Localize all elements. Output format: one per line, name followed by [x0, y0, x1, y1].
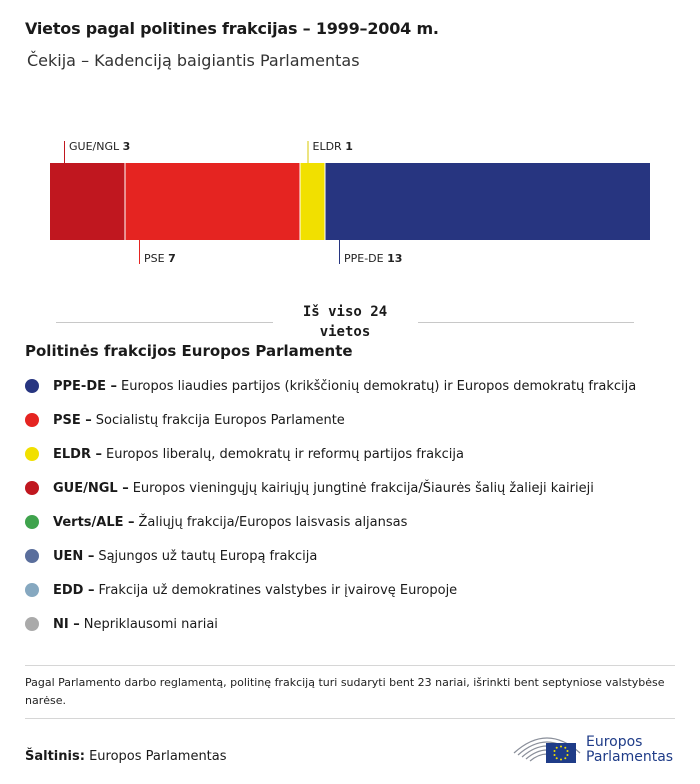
logo-line-1: Europos: [586, 734, 643, 750]
legend-dot-icon: [25, 549, 39, 563]
total-seats-unit: vietos: [319, 324, 371, 340]
logo-line-2: Parlamentas: [586, 749, 674, 765]
legend-abbr: PSE –: [53, 412, 92, 428]
bar-segment-pse: [125, 163, 300, 240]
chart-title: Vietos pagal politines frakcijas – 1999–2004 m.: [25, 19, 439, 38]
legend-item: [25, 573, 675, 607]
legend-abbr: NI –: [53, 616, 80, 632]
legend-desc: Europos vieningųjų kairiųjų jungtinė frakcija/Šiaurės šalių žalieji kairieji: [132, 480, 594, 496]
legend-dot-icon: [25, 413, 39, 427]
bar-segment-ppe-de: [325, 163, 650, 240]
legend-desc: Socialistų frakcija Europos Parlamente: [95, 412, 345, 428]
legend-desc: Europos liaudies partijos (krikščionių demokratų) ir Europos demokratų frakcija: [121, 378, 637, 394]
legend-dot-icon: [25, 447, 39, 461]
seat-bar-chart: [0, 130, 700, 280]
legend-desc: Sąjungos už tautų Europą frakcija: [98, 548, 318, 564]
legend-abbr: EDD –: [53, 582, 95, 598]
legend-abbr: UEN –: [53, 548, 95, 564]
legend-dot-icon: [25, 515, 39, 529]
legend-item: [25, 437, 675, 471]
legend-item: [25, 607, 675, 641]
source-label: Šaltinis:: [25, 749, 85, 764]
legend-abbr: GUE/NGL –: [53, 480, 129, 496]
parliament-emblem-icon: [512, 727, 582, 771]
legend-item: [25, 471, 675, 505]
chart-subtitle: Čekija – Kadenciją baigiantis Parlamentas: [27, 51, 360, 70]
legend-desc: Frakcija už demokratines valstybes ir įvairovę Europoje: [98, 582, 458, 598]
bar-segment-gue-ngl: [50, 163, 125, 240]
source: [25, 749, 227, 764]
legend-item: [25, 403, 675, 437]
legend-abbr: ELDR –: [53, 446, 102, 462]
legend-item: [25, 369, 675, 403]
data-label-gue-ngl: GUE/NGL 3: [69, 140, 131, 153]
total-seats: [56, 302, 634, 342]
legend-dot-icon: [25, 379, 39, 393]
source-value: Europos Parlamentas: [89, 749, 227, 764]
european-parliament-logo: [512, 727, 682, 771]
legend-dot-icon: [25, 583, 39, 597]
legend-desc: Žaliųjų frakcija/Europos laisvasis aljansas: [138, 514, 408, 530]
data-label-eldr: ELDR 1: [312, 140, 353, 153]
legend-abbr: Verts/ALE –: [53, 514, 135, 530]
legend-desc: Nepriklausomi nariai: [83, 616, 218, 632]
legend-dot-icon: [25, 481, 39, 495]
legend-desc: Europos liberalų, demokratų ir reformų partijos frakcija: [106, 446, 464, 462]
data-label-pse: PSE 7: [144, 252, 176, 265]
legend-dot-icon: [25, 617, 39, 631]
total-seats-count: Iš viso 24: [302, 304, 388, 320]
data-label-ppe-de: PPE-DE 13: [344, 252, 403, 265]
divider: [25, 718, 675, 719]
footnote: Pagal Parlamento darbo reglamentą, politinę frakciją turi sudaryti bent 23 nariai, išrinkti bent septyniose valstybėse narėse.: [25, 676, 665, 707]
legend-item: [25, 539, 675, 573]
legend-item: [25, 505, 675, 539]
legend-abbr: PPE-DE –: [53, 378, 118, 394]
bar-segment-eldr: [300, 163, 325, 240]
legend: [25, 369, 675, 641]
legend-title: Politinės frakcijos Europos Parlamente: [25, 342, 353, 360]
divider: [25, 665, 675, 666]
